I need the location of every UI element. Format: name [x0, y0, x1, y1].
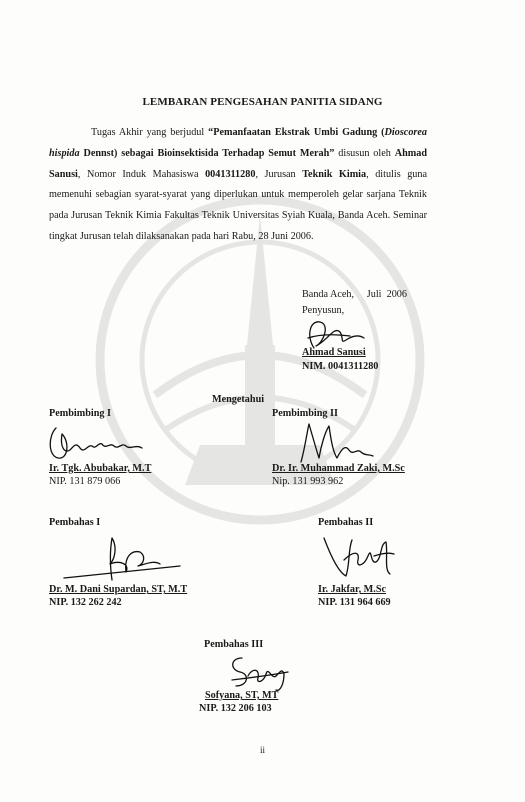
pembahas3-nip: NIP. 132 206 103 [199, 703, 272, 714]
pembahas2-role: Pembahas II [318, 517, 374, 528]
page-number: ii [259, 745, 265, 755]
pembahas2-name: Ir. Jakfar, M.Sc [318, 584, 387, 595]
page-title: LEMBARAN PENGESAHAN PANITIA SIDANG [142, 96, 383, 108]
pembimbing2-signature [295, 418, 375, 466]
pembahas3-name: Sofyana, ST, MT [205, 690, 279, 701]
pembimbing1-name: Ir. Tgk. Abubakar, M.T [49, 463, 152, 474]
approval-paragraph: Tugas Akhir yang berjudul “Pemanfaatan Ekstrak Umbi Gadung (Dioscorea hispida Dennst) sebagai Bioinsektisida Terhadap Semut Merah” disusun oleh Ahmad Sanusi, Nomor Induk Mahasiswa 0041311280, Jurusan Teknik Kimia, ditulis guna memenuhi sebagian syarat-syarat yang diperlukan untuk memperoleh gelar sarjana Teknik pada Jurusan Teknik Kimia Fakultas Teknik Universitas Syiah Kuala, Banda Aceh. Seminar tingkat Jurusan telah dilaksanakan pada hari Rabu, 28 Juni 2006. [49, 127, 428, 242]
author-name: Ahmad Sanusi [302, 347, 366, 358]
pembimbing2-nip: Nip. 131 993 962 [272, 476, 344, 487]
pembimbing1-role: Pembimbing I [49, 408, 111, 419]
mengetahui-label: Mengetahui [212, 394, 265, 405]
pembahas3-signature [222, 650, 292, 695]
pembimbing2-name: Dr. Ir. Muhammad Zaki, M.Sc [272, 463, 405, 474]
pembahas2-nip: NIP. 131 964 669 [318, 597, 391, 608]
author-nim: NIM. 0041311280 [302, 361, 379, 372]
pembimbing1-signature [46, 420, 146, 465]
place-date: Banda Aceh, Juli 2006 [302, 289, 407, 300]
pembahas1-role: Pembahas I [49, 517, 101, 528]
pembahas3-role: Pembahas III [204, 639, 264, 650]
pembimbing1-nip: NIP. 131 879 066 [49, 476, 121, 487]
author-role: Penyusun, [302, 305, 345, 316]
pembahas1-nip: NIP. 132 262 242 [49, 597, 122, 608]
pembahas2-signature [318, 530, 398, 585]
pembahas1-signature [60, 530, 210, 585]
pembahas1-name: Dr. M. Dani Supardan, ST, M.T [49, 584, 188, 595]
pembimbing2-role: Pembimbing II [272, 408, 338, 419]
